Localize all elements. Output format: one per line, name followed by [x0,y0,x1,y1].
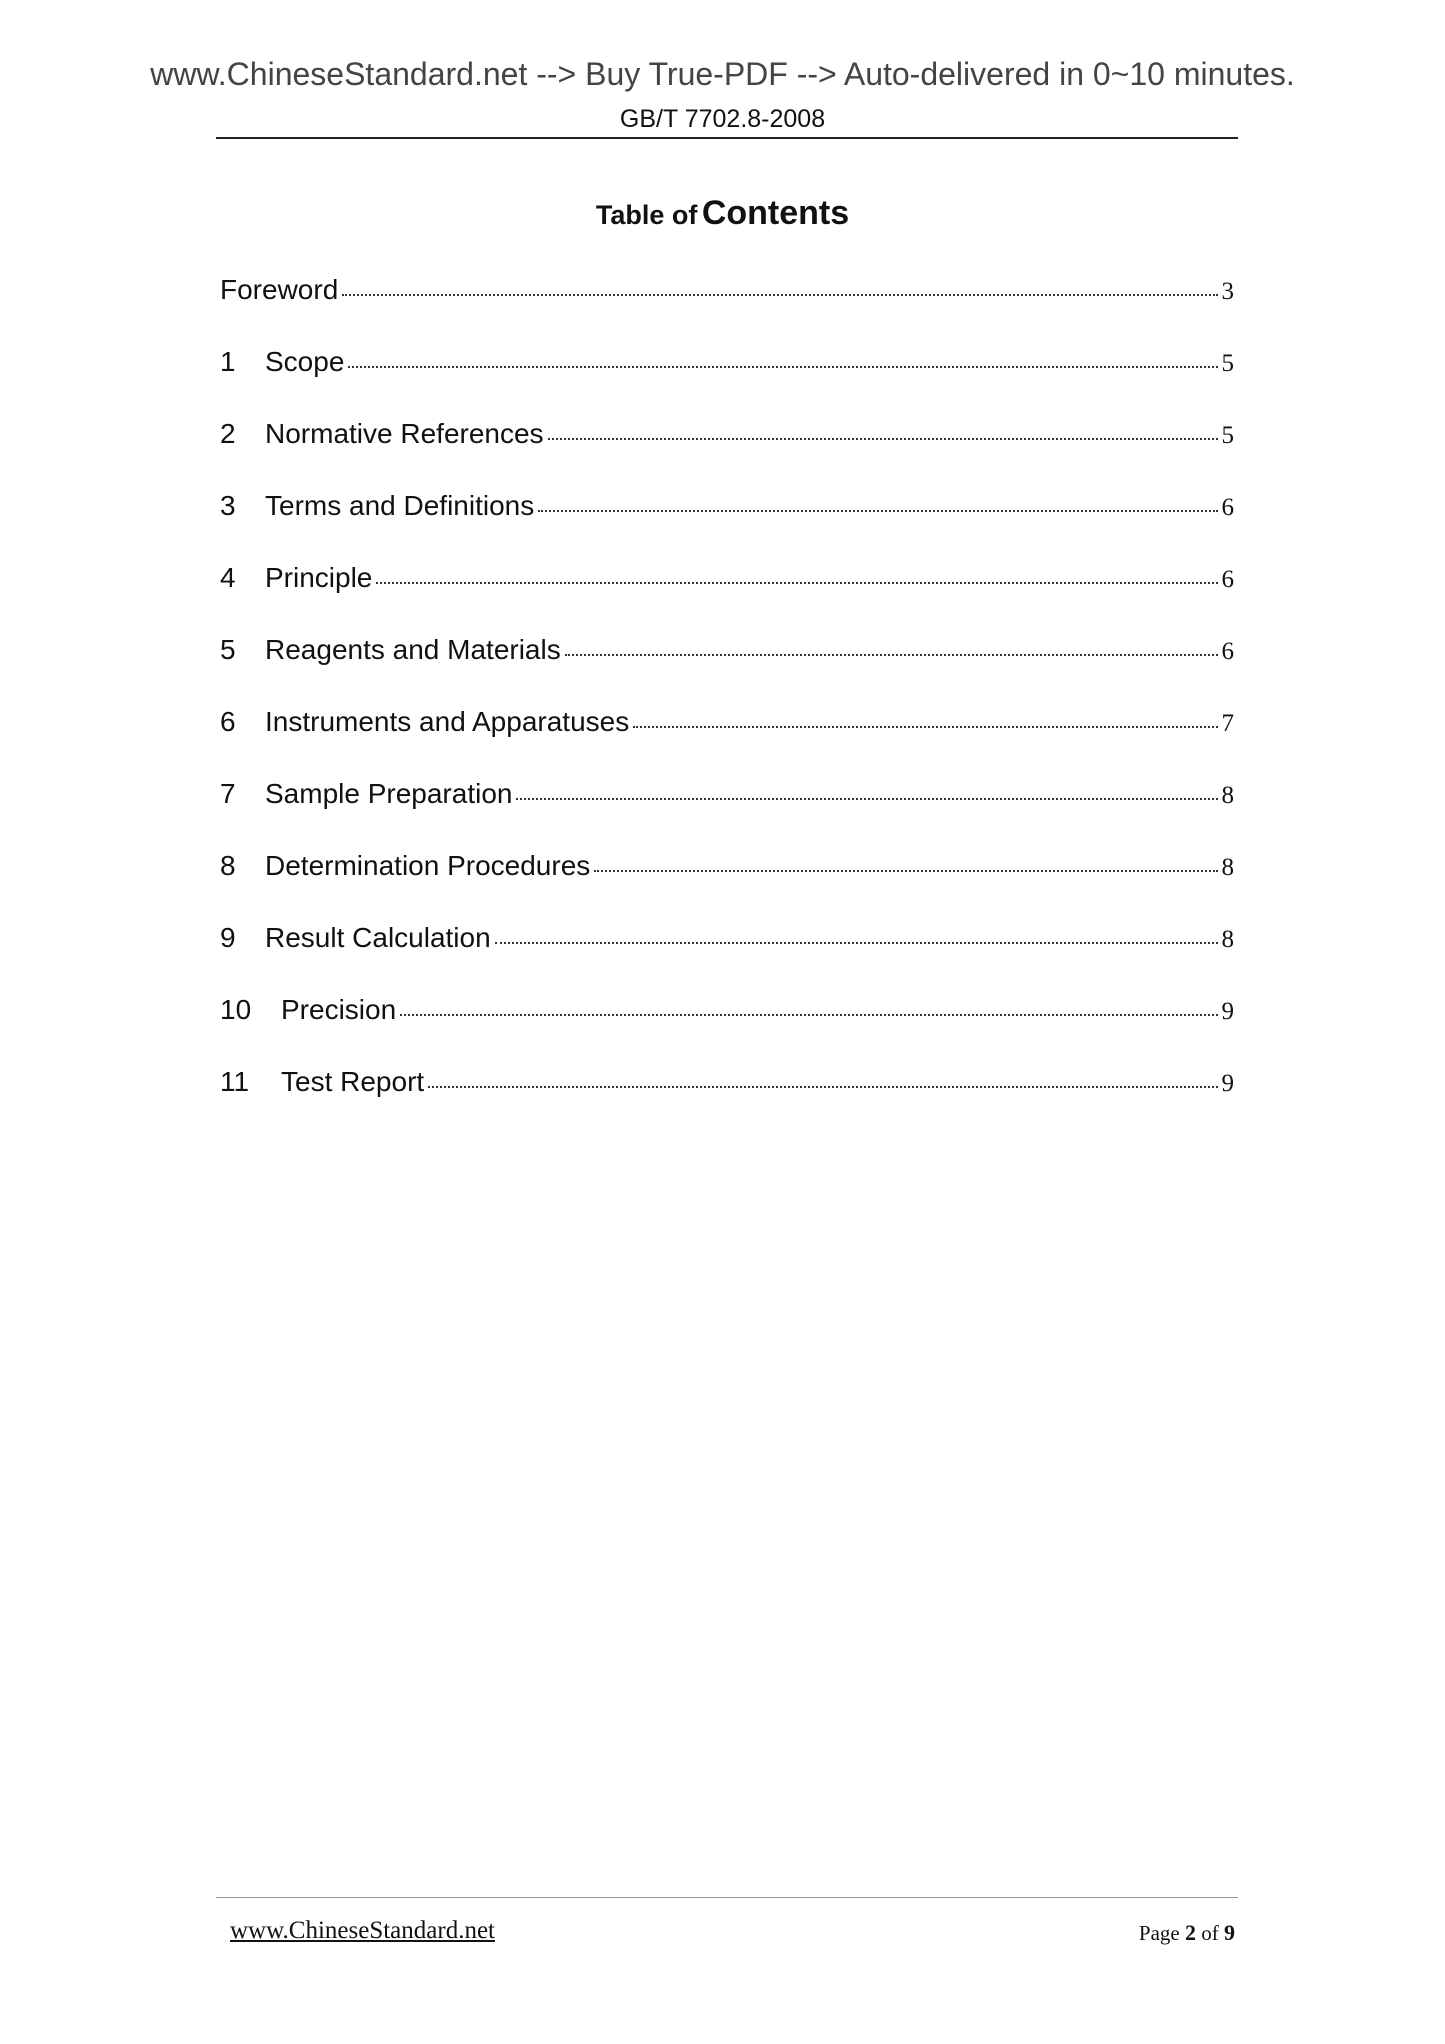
toc-entry-page: 5 [1221,350,1234,377]
header-divider [216,137,1238,139]
toc-entry-label: Determination Procedures [265,850,591,881]
toc-title [0,194,1445,233]
toc-entry-number: 10 [220,994,252,1025]
toc-entry-number: 1 [220,346,236,377]
toc-entry-number: 3 [220,490,236,521]
toc-entry-scope[interactable] [220,346,1234,418]
toc-entry-result-calculation[interactable] [220,922,1234,994]
toc-entry-test-report[interactable] [220,1066,1234,1138]
footer-website-link[interactable]: www.ChineseStandard.net [230,1917,495,1944]
toc-entry-label: Test Report [281,1066,425,1097]
toc-entry-instruments-and-apparatuses[interactable] [220,706,1234,778]
toc-leader-dots [516,798,1217,800]
page-number [1139,1920,1235,1946]
toc-entry-number: 4 [220,562,236,593]
toc-entry-label: Precision [281,994,397,1025]
toc-entry-terms-and-definitions[interactable] [220,490,1234,562]
toc-entry-number: 5 [220,634,236,665]
toc-entry-precision[interactable] [220,994,1234,1066]
page-of: of [1201,1921,1219,1945]
toc-entry-page: 6 [1221,638,1234,665]
toc-entry-label: Sample Preparation [265,778,513,809]
toc-entry-number: 11 [220,1066,250,1097]
toc-entry-label: Normative References [265,418,544,449]
toc-entry-label: Principle [265,562,373,593]
toc-leader-dots [348,366,1217,368]
toc-entry-page: 8 [1221,782,1234,809]
toc-entry-reagents-and-materials[interactable] [220,634,1234,706]
toc-title-prefix: Table of [595,200,698,230]
toc-entry-page: 7 [1221,710,1234,737]
page-total: 9 [1224,1920,1235,1945]
toc-entry-page: 9 [1221,1070,1234,1097]
document-code: GB/T 7702.8-2008 [619,105,826,133]
toc-leader-dots [538,510,1217,512]
toc-entry-page: 5 [1221,422,1234,449]
toc-entry-label: Terms and Definitions [265,490,535,521]
toc-entry-page: 3 [1221,278,1234,305]
toc-leader-dots [342,294,1217,296]
toc-entry-normative-references[interactable] [220,418,1234,490]
toc-entry-number: 6 [220,706,236,737]
toc-entry-number: 7 [220,778,236,809]
toc-leader-dots [495,942,1218,944]
toc-entry-number: 8 [220,850,236,881]
toc-title-main: Contents [701,194,850,232]
toc-entry-principle[interactable] [220,562,1234,634]
toc-entry-page: 9 [1221,998,1234,1025]
toc-entry-determination-procedures[interactable] [220,850,1234,922]
toc-entry-page: 8 [1221,926,1234,953]
toc-leader-dots [428,1086,1217,1088]
toc-entry-foreword[interactable] [220,274,1234,346]
toc-entry-label: Reagents and Materials [265,634,561,665]
toc-entry-page: 8 [1221,854,1234,881]
page-prefix: Page [1138,1921,1180,1945]
toc-entry-number: 9 [220,922,236,953]
toc-entry-number: 2 [220,418,236,449]
toc-leader-dots [376,582,1217,584]
top-banner[interactable]: www.ChineseStandard.net --> Buy True-PDF --> Auto-delivered in 0~10 minutes. [150,56,1295,92]
page-current: 2 [1185,1920,1196,1945]
toc-entry-page: 6 [1221,494,1234,521]
toc-leader-dots [565,654,1218,656]
toc-leader-dots [594,870,1217,872]
toc-entry-label: Scope [265,346,345,377]
toc-leader-dots [548,438,1218,440]
toc-entry-sample-preparation[interactable] [220,778,1234,850]
toc-entry-label: Instruments and Apparatuses [265,706,630,737]
toc-entry-page: 6 [1221,566,1234,593]
footer-divider [216,1897,1238,1898]
toc-entry-label: Result Calculation [265,922,491,953]
toc-leader-dots [633,726,1217,728]
toc-leader-dots [400,1014,1217,1016]
table-of-contents [220,274,1234,1138]
toc-entry-label: Foreword [220,274,339,305]
